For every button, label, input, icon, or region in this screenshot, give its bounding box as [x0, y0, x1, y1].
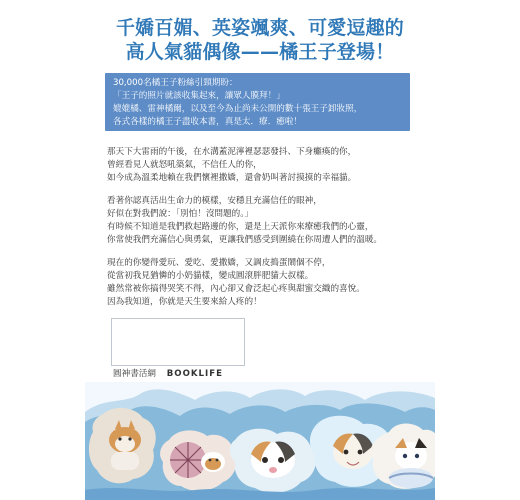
publisher-line: [113, 368, 223, 380]
paragraph-line: 雖然常被你搞得哭笑不得，內心卻又會泛起心疼與甜蜜交織的喜悅。: [107, 284, 365, 294]
paragraph-3: [107, 257, 412, 309]
cat-photo-collage: [85, 382, 435, 500]
paragraph-line: 看著你認真活出生命力的模樣，安穩且充滿信任的眼神，: [107, 196, 322, 206]
publisher-name: 圓神書活網: [113, 369, 156, 379]
quote-line: 「王子的照片就該收集起來，讓眾人膜拜！」: [113, 91, 285, 101]
quote-line: 媲媲橘、雷神橘爾，以及至今為止尚未公開的數十張王子卸妝照，: [113, 104, 363, 114]
publisher-brand: BOOKLIFE: [166, 369, 223, 379]
paragraph-line: 現在的你變得愛玩、愛吃、愛撒嬌，又調皮搗蛋鬧個不停，: [107, 258, 331, 268]
paragraph-line: 那天下大雷雨的午後，在水溝蓋泥濘裡瑟瑟發抖、下身癱瘓的你，: [107, 147, 357, 157]
quote-line: 各式各樣的橘王子盡收本書，真是太．療．癒啦！: [113, 117, 303, 127]
quote-box: [105, 73, 410, 131]
paragraph-1: [107, 146, 412, 185]
headline-line-2: 高人氣貓偶像——橘王子登場！: [125, 41, 395, 63]
headline-line-1: 千嬌百媚、英姿颯爽、可愛逗趣的: [115, 17, 404, 39]
quote-line: 30,000名橘王子粉絲引頸期盼：: [113, 78, 238, 88]
cat-photo-1: [89, 408, 156, 483]
paragraph-line: 你常使我們充滿信心與勇氣，更讓我們感受到圍繞在你周遭人們的溫暖。: [107, 235, 383, 245]
paragraph-line: 有時候不知道是我們救起路邊的你，還是上天派你來療癒我們的心靈，: [107, 222, 374, 232]
book-back-cover: [85, 0, 435, 500]
paragraph-line: 因為我知道，你就是天生要來給人疼的！: [107, 297, 262, 307]
paragraph-line: 曾經看見人就怒吼築氣，不信任人的你，: [107, 160, 262, 170]
barcode-placeholder: [111, 318, 245, 366]
headline: [85, 16, 435, 64]
cat-photo-strip: [85, 382, 435, 500]
paragraph-2: [107, 195, 412, 247]
paragraph-line: 好似在對我們說：「別怕！沒問題的。」: [107, 209, 254, 219]
body-text: [107, 146, 412, 319]
paragraph-line: 從當初我見猶憐的小奶貓樣，變成圓滾胖肥貓大叔樣。: [107, 271, 314, 281]
paragraph-line: 如今成為溫柔地賴在我們懷裡撒嬌，還會奶叫著討摸摸的幸福貓。: [107, 173, 357, 183]
